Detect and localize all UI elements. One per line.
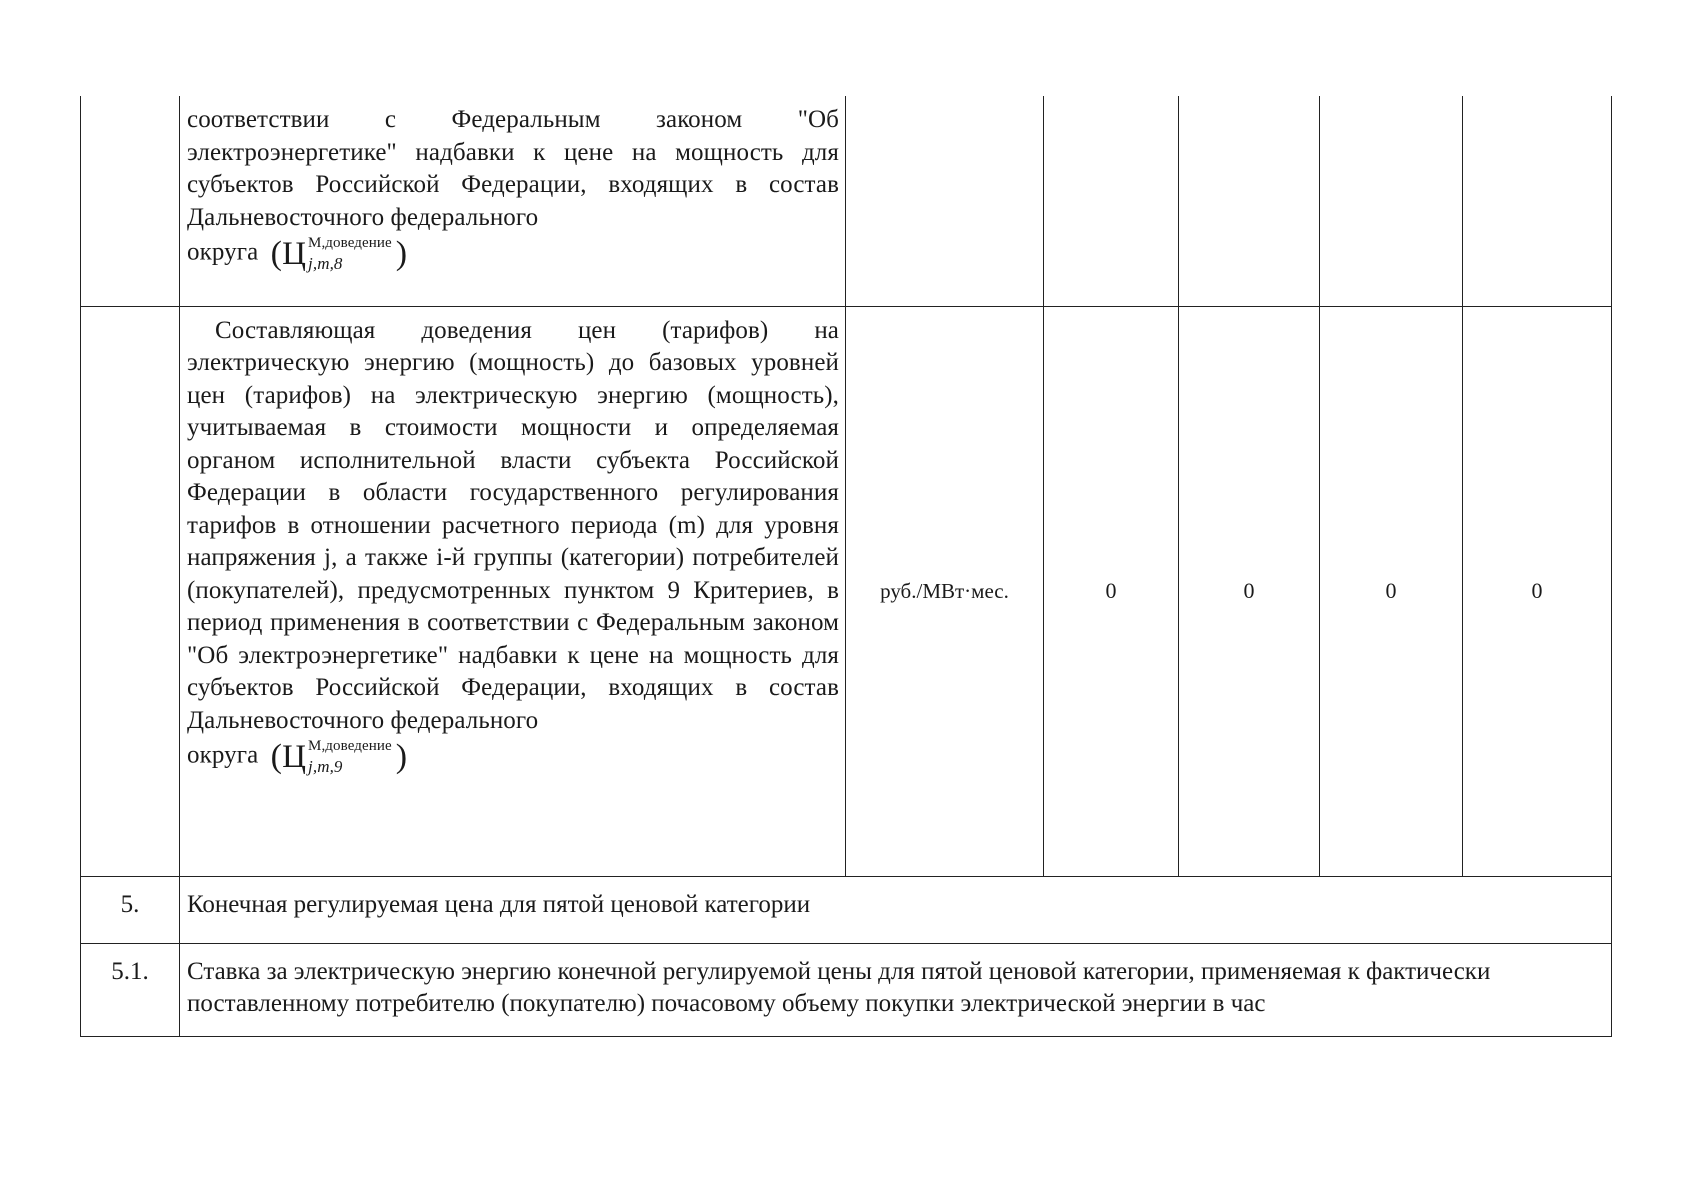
row-number-cell: 5. [81,876,180,943]
description-cell [180,943,1612,1036]
value-cell [1179,96,1320,306]
unit-cell: руб./МВт·мес. [846,306,1044,876]
description-text: Ставка за электрическую энергию конечной регулируемой цены для пятой ценовой категории, применяемая к фактически поставленному потребителю (покупателю) почасовому объему покупки электрической энергии в час [187,957,1491,1017]
value-cell [1463,96,1612,306]
table-row [81,96,1612,306]
description-text: Составляющая доведения цен (тарифов) на электрическую энергию (мощность) до базовых уровней цен (тарифов) на электрическую энергию (мощность), учитываемая в стоимости мощности и определяемая органом исполнительной власти субъекта Российской Федерации в области государственного регулирования тарифов в отношении расчетного периода (m) для уровня напряжения j, а также i-й группы (категории) потребителей (покупателей), предусмотренных пунктом 9 Критериев, в период применения в соответствии с Федеральным законом "Об электроэнергетике" надбавки к цене на мощность для субъектов Российской Федерации, входящих в состав Дальневосточного федерального округа ( Ц М,доведение j,m,9 ) [187,316,839,776]
value-cell [1044,96,1179,306]
table-row [81,943,1612,1036]
value-cell: 0 [1463,306,1612,876]
value-cell: 0 [1320,306,1463,876]
section-title: Конечная регулируемая цена для пятой ценовой категории [187,890,811,918]
row-number-cell: 5.1. [81,943,180,1036]
table-row [81,876,1612,943]
description-cell [180,96,846,306]
tariff-table [80,96,1612,1037]
table-row [81,306,1612,876]
row-number-cell [81,306,180,876]
value-cell [1320,96,1463,306]
formula: ( Ц М,доведение j,m,8 ) [270,235,408,273]
value-cell: 0 [1044,306,1179,876]
formula: ( Ц М,доведение j,m,9 ) [270,738,408,776]
row-number-cell [81,96,180,306]
unit-cell [846,96,1044,306]
section-title-cell [180,876,1612,943]
description-text: соответствии с Федеральным законом "Об электроэнергетике" надбавки к цене на мощность для субъектов Российской Федерации, входящих в состав Дальневосточного федерального округа ( Ц М,доведение j,m,8 ) [187,106,839,273]
description-cell [180,306,846,876]
value-cell: 0 [1179,306,1320,876]
